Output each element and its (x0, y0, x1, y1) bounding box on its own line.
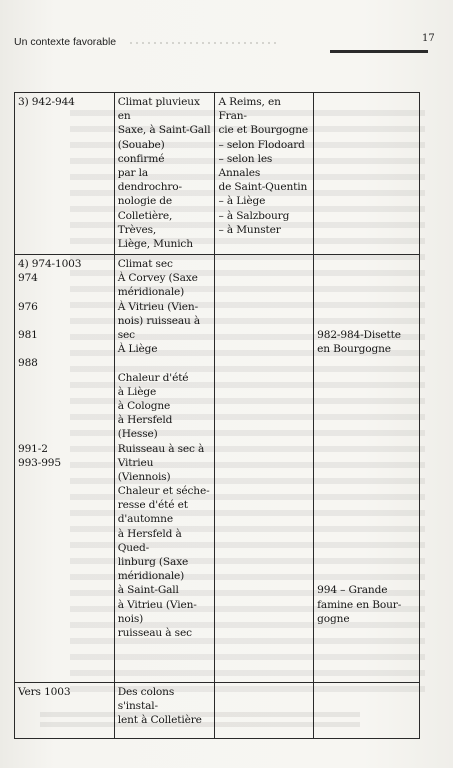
running-header: Un contexte favorable (14, 36, 117, 48)
table-cell-source (215, 683, 314, 739)
table-cell-date: 3) 942-944 (15, 93, 115, 255)
header-rule (330, 50, 428, 53)
table-cell-event: Des colons s'instal- lent à Colletière (114, 683, 215, 739)
table-cell-other: 982-984-Disette en Bourgogne 994 – Grande famine en Bour- gogne (314, 255, 420, 683)
table-cell-source: A Reims, en Fran- cie et Bourgogne – selon Flodoard – selon les Annales de Saint-Quentin – à Liège – à Salzbourg – à Munster (215, 93, 314, 255)
header-dot-leader (128, 40, 278, 46)
page-number: 17 (422, 33, 435, 44)
table-row (15, 93, 420, 255)
table-cell-source (215, 255, 314, 683)
table-row (15, 683, 420, 739)
show-through-footnote (40, 712, 360, 730)
table-cell-date: 4) 974-1003 974 976 981 988 991-2 993-995 (15, 255, 115, 683)
table-cell-other (314, 93, 420, 255)
chronology-table (14, 92, 420, 739)
table-cell-event: Climat pluvieux en Saxe, à Saint-Gall (Souabe) confirmé par la dendrochro- nologie de Colletière, Trèves, Liège, Munich (114, 93, 215, 255)
table-cell-date: Vers 1003 (15, 683, 115, 739)
table-cell-event: Climat sec À Corvey (Saxe méridionale) À Vitrieu (Vien- nois) ruisseau à sec À Liège Chaleur d'été à Liège à Cologne à Hersfeld (Hesse) Ruisseau à sec à Vitrieu (Viennois) Chaleur et séche- resse d'été et d'automne à Hersfeld à Qued- linburg (Saxe méridionale) à Saint-Gall à Vitrieu (Vien- nois) ruisseau à sec (114, 255, 215, 683)
table-row (15, 255, 420, 683)
table-cell-other (314, 683, 420, 739)
